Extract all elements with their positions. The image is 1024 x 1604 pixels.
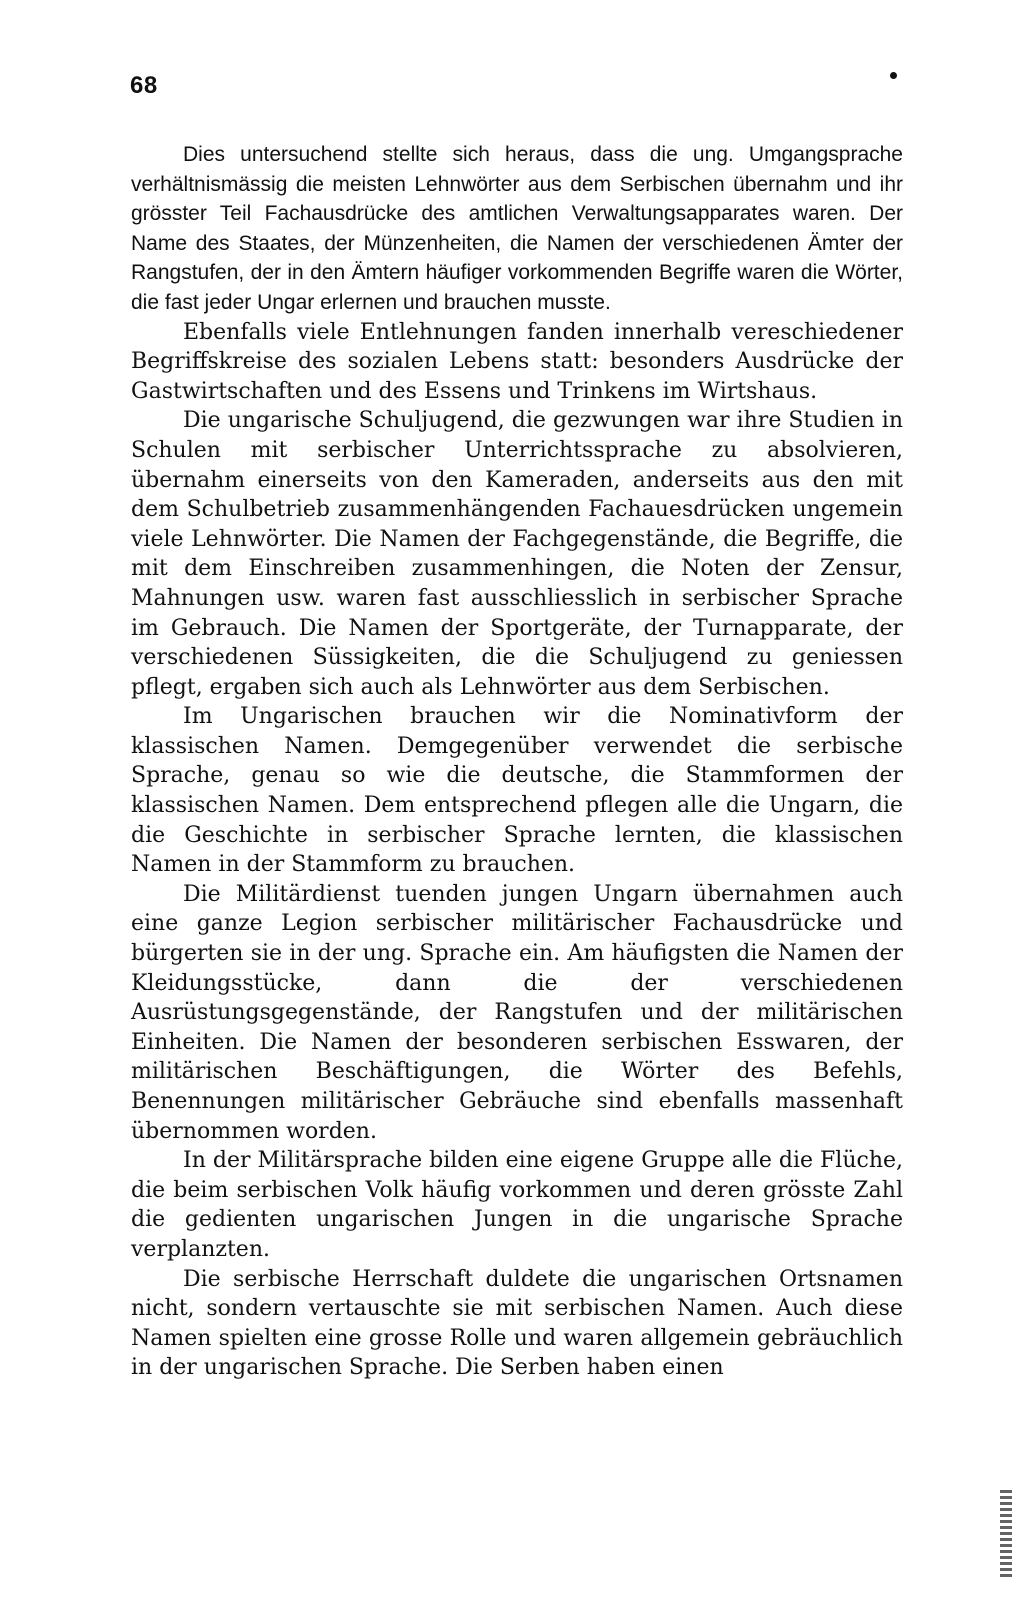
printed-dot-mark [890,72,897,79]
text-body [131,140,903,1383]
paragraph-7: Die serbische Herrschaft duldete die ungarischen Ortsnamen nicht, sondern vertauschte sie mit serbischen Namen. Auch diese Namen spielten eine grosse Rolle und waren allgemein gebräuchlich in der ungarischen Sprache. Die Serben haben einen [131,1266,903,1381]
paragraph-5: Die Militärdienst tuenden jungen Ungarn übernahmen auch eine ganze Legion serbischer militärischer Fachausdrücke und bürgerten sie in der ung. Sprache ein. Am häufigsten die Namen der Kleidungsstücke, dann die der verschiedenen Ausrüstungsgegenstände, der Rangstufen und der militärischen Einheiten. Die Namen der besonderen serbischen Esswaren, der militärischen Beschäftigungen, die Wörter des Befehls, Benennungen militärischer Gebräuche sind ebenfalls massenhaft übernommen worden. [131,881,903,1144]
paragraph-2: Ebenfalls viele Entlehnungen fanden innerhalb vereschiedener Begriffskreise des sozialen Lebens statt: besonders Ausdrücke der Gastwirtschaften und des Essens und Trinkens im Wirtshaus. [131,319,903,404]
scan-edge-mark [1000,1490,1012,1580]
paragraph-4: Im Ungarischen brauchen wir die Nominativform der klassischen Namen. Demgegenüber verwendet die serbische Sprache, genau so wie die deutsche, die Stammformen der klassischen Namen. Dem entsprechend pflegen alle die Ungarn, die die Geschichte in serbischer Sprache lernten, die klassischen Namen in der Stammform zu brauchen. [131,704,903,878]
paragraph-3: Die ungarische Schuljugend, die gezwungen war ihre Studien in Schulen mit serbischer Unterrichtssprache zu absolvieren, übernahm einerseits von den Kameraden, anderseits aus den mit dem Schulbetrieb zusammenhängenden Fachauesdrücken ungemein viele Lehnwörter. Die Namen der Fachgegenstände, die Begriffe, die mit dem Einschreiben zusammenhingen, die Noten der Zensur, Mahnungen usw. waren fast ausschliesslich in serbischer Sprache im Gebrauch. Die Namen der Sportgeräte, der Turnapparate, der verschiedenen Süssigkeiten, die die Schuljugend zu geniessen pflegt, ergaben sich auch als Lehnwörter aus dem Serbischen. [131,408,903,700]
page-number: 68 [130,72,158,99]
paragraph-6: In der Militärsprache bilden eine eigene Gruppe alle die Flüche, die beim serbischen Volk häufig vorkommen und deren grösste Zahl die gedienten ungarischen Jungen in die ungarische Sprache verplanzten. [131,1148,903,1262]
paragraph-1: Dies untersuchend stellte sich heraus, dass die ung. Umgangsprache verhältnismässig die meisten Lehnwörter aus dem Serbischen übernahm und ihr grösster Teil Fachausdrücke des amtlichen Verwaltungsapparates waren. Der Name des Staates, der Münzenheiten, die Namen der verschiedenen Ämter der Rangstufen, der in den Ämtern häufiger vorkommenden Begriffe waren die Wörter, die fast jeder Ungar erlernen und brauchen musste. [131,143,903,314]
